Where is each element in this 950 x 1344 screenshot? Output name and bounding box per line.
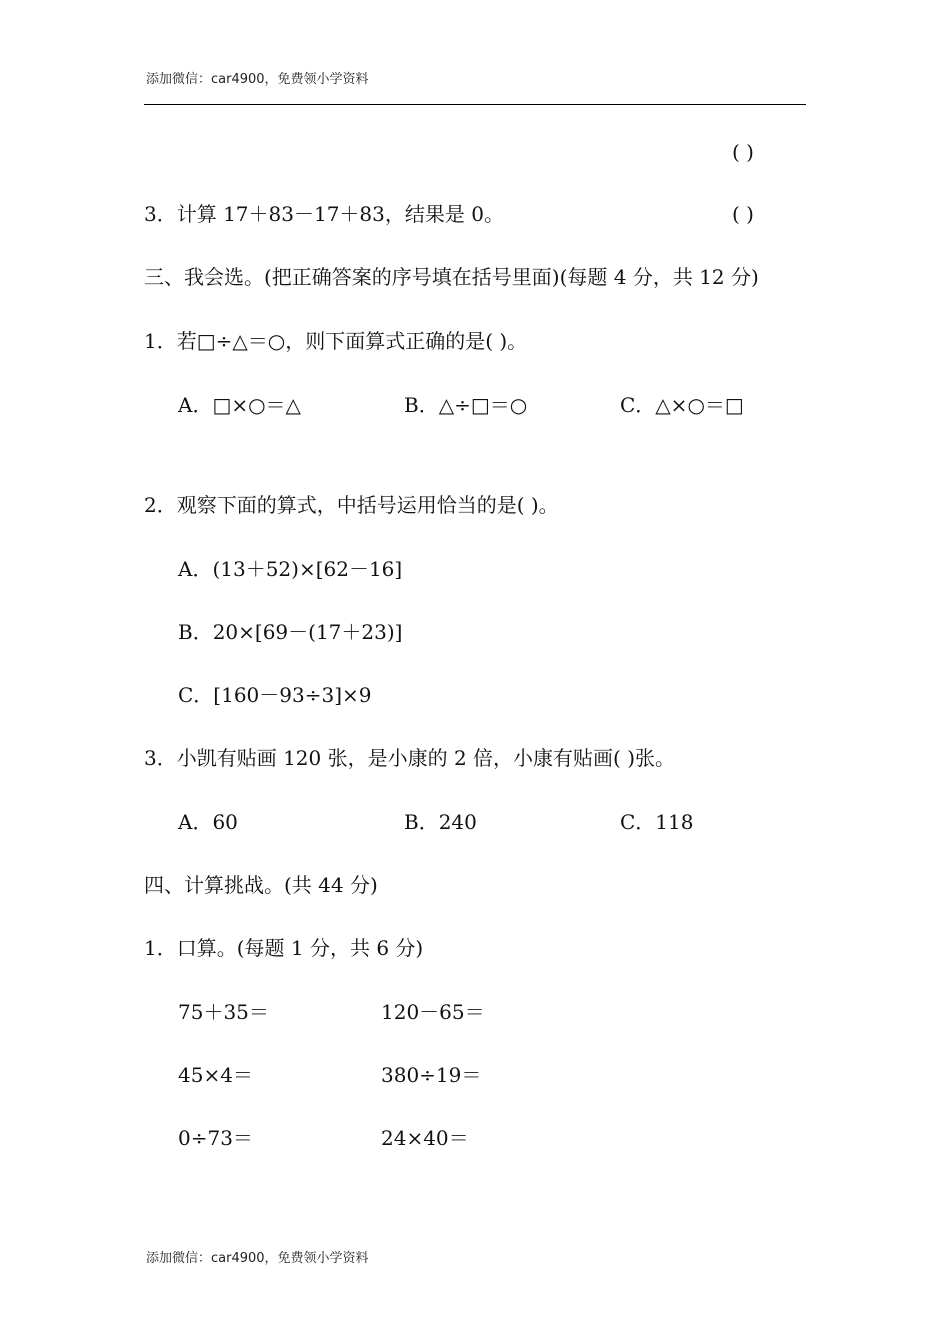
page-footer: 添加微信：car4900，免费领小学资料 (146, 1251, 369, 1266)
answer-paren-previous: ( ) (732, 140, 754, 164)
q2-option-c: C．[160－93÷3]×9 (178, 683, 372, 707)
page-header: 添加微信：car4900，免费领小学资料 (146, 72, 369, 87)
oral-calc-item: 0÷73＝ (178, 1126, 253, 1150)
section-4-title: 四、计算挑战。(共 44 分) (144, 873, 378, 897)
choice-question-3: 3．小凯有贴画 120 张，是小康的 2 倍，小康有贴画( )张。 (144, 746, 676, 770)
calc-question-1: 1．口算。(每题 1 分，共 6 分) (144, 936, 424, 960)
q1-option-b: B．△÷□＝○ (404, 393, 528, 417)
choice-question-1: 1．若□÷△＝○，则下面算式正确的是( )。 (144, 329, 528, 353)
judge-question-3: 3．计算 17＋83－17＋83，结果是 0。 (144, 202, 504, 226)
section-3-title: 三、我会选。(把正确答案的序号填在括号里面)(每题 4 分，共 12 分) (144, 265, 759, 289)
oral-calc-item: 380÷19＝ (381, 1063, 482, 1087)
oral-calc-item: 24×40＝ (381, 1126, 469, 1150)
q3-option-a: A．60 (178, 810, 238, 834)
header-divider (144, 104, 806, 105)
q3-option-b: B．240 (404, 810, 477, 834)
q2-option-b: B．20×[69－(17＋23)] (178, 620, 403, 644)
oral-calc-item: 45×4＝ (178, 1063, 253, 1087)
q3-option-c: C．118 (620, 810, 694, 834)
q1-option-a: A．□×○＝△ (178, 393, 301, 417)
q1-option-c: C．△×○＝□ (620, 393, 744, 417)
oral-calc-item: 75＋35＝ (178, 1000, 269, 1024)
oral-calc-item: 120－65＝ (381, 1000, 485, 1024)
answer-paren-judge-3: ( ) (732, 202, 754, 226)
choice-question-2: 2．观察下面的算式，中括号运用恰当的是( )。 (144, 493, 559, 517)
q2-option-a: A．(13＋52)×[62－16] (178, 557, 403, 581)
